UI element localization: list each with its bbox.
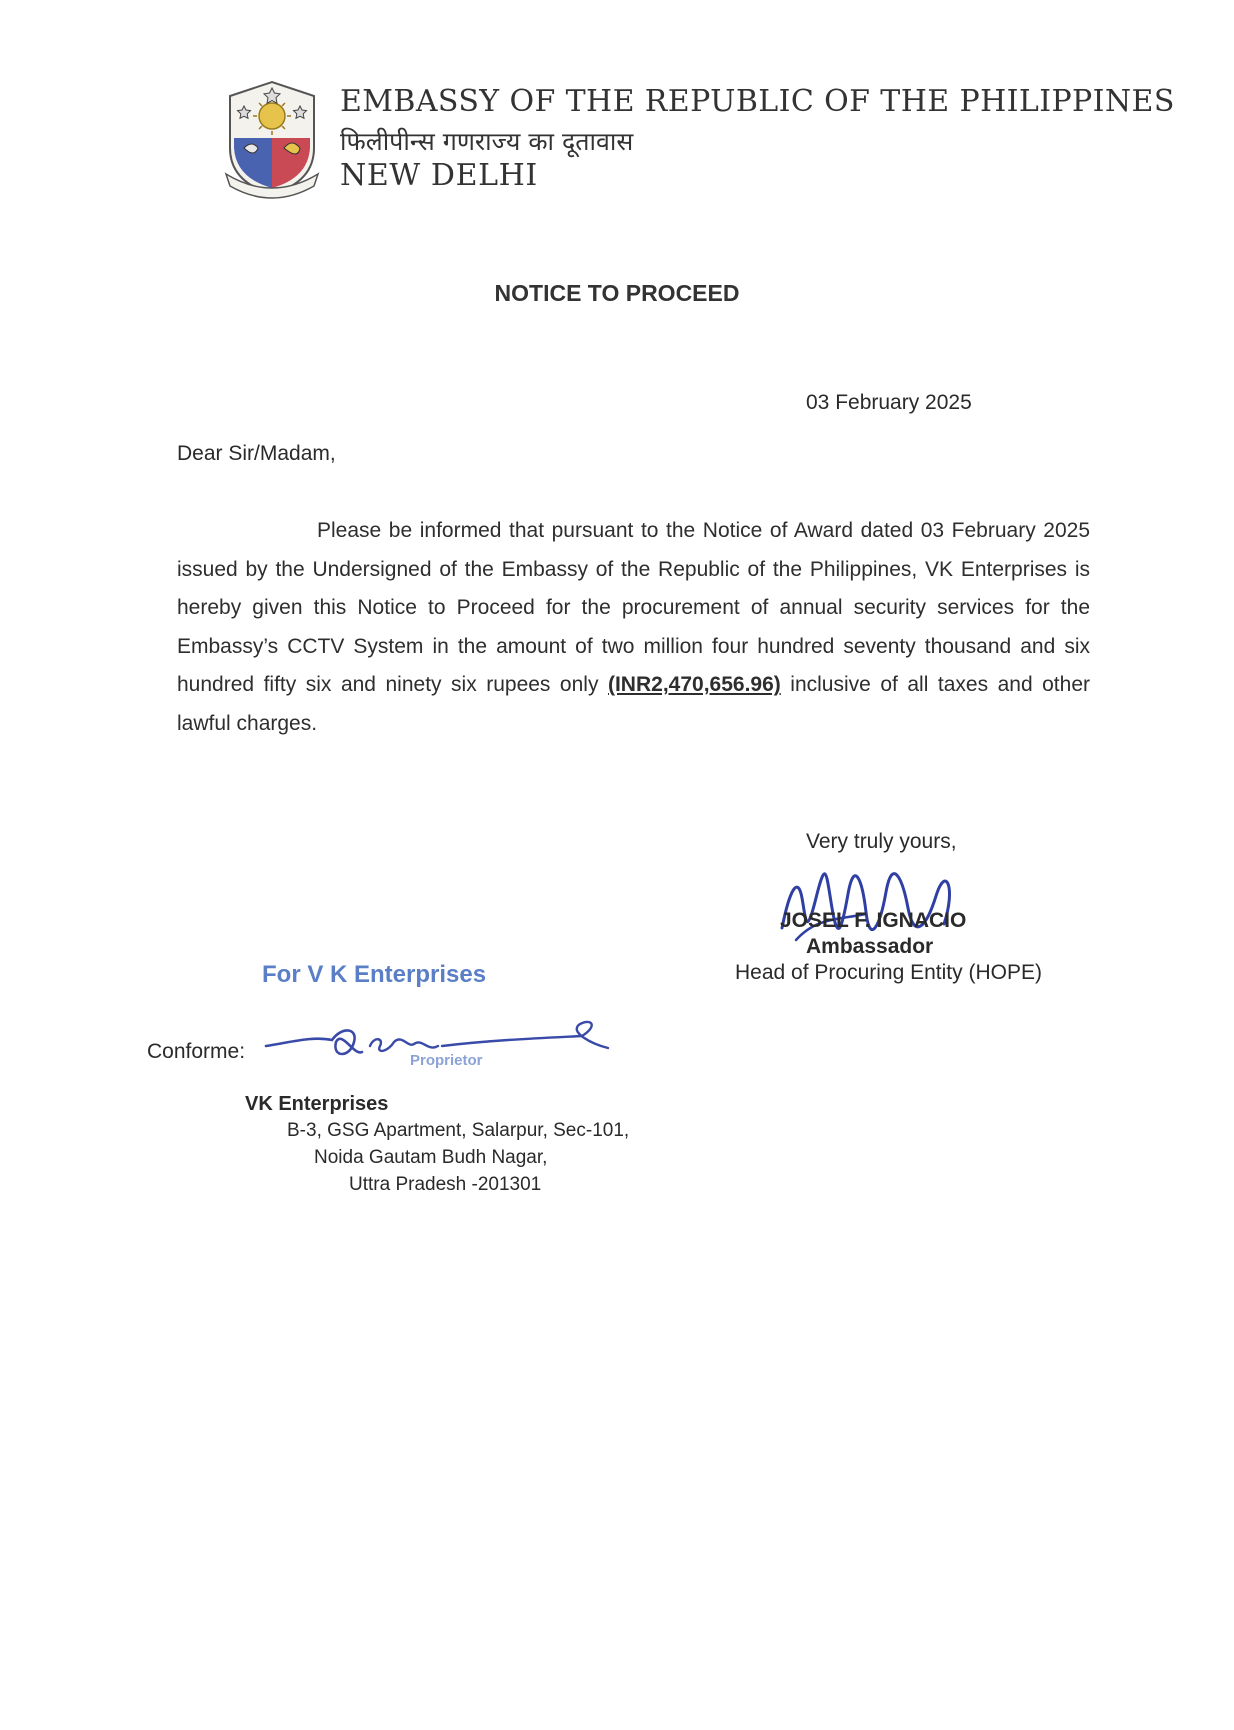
notice-body	[177, 512, 1090, 744]
vendor-address-line: Noida Gautam Budh Nagar,	[314, 1147, 548, 1168]
vendor-address-line: B-3, GSG Apartment, Salarpur, Sec-101,	[287, 1120, 630, 1141]
letter-date: 03 February 2025	[806, 391, 972, 414]
document-title: NOTICE TO PROCEED	[494, 280, 740, 306]
ambassador-role: Head of Procuring Entity (HOPE)	[735, 961, 1042, 984]
vendor-address-line: Uttra Pradesh -201301	[349, 1174, 542, 1195]
embassy-city: NEW DELHI	[340, 158, 538, 193]
salutation: Dear Sir/Madam,	[177, 442, 336, 465]
vendor-stamp: For V K Enterprises	[262, 961, 487, 988]
philippine-seal-icon	[222, 78, 322, 200]
ambassador-title: Ambassador	[806, 935, 934, 958]
body-text-tail: inclusive of all taxes and other lawful charges.	[177, 673, 1090, 735]
vendor-company: VK Enterprises	[245, 1093, 389, 1115]
embassy-name: EMBASSY OF THE REPUBLIC OF THE PHILIPPINES	[340, 84, 1175, 119]
body-text: Please be informed that pursuant to the Notice of Award dated 03 February 2025 issued by the Undersigned of the Embassy of the Republic of the Philippines, VK Enterprises is hereby given this Notice to Proceed for the procurement of annual security services for the Embassy’s CCTV System in the amount of two million four hundred seventy thousand and six hundred fifty six and ninety six rupees only	[177, 519, 1090, 697]
closing-line: Very truly yours,	[806, 830, 957, 853]
embassy-name-hindi: फिलीपीन्स गणराज्य का दूतावास	[340, 127, 634, 156]
ambassador-name: JOSEL F. IGNACIO	[780, 909, 967, 932]
vendor-stamp-proprietor: Proprietor	[410, 1052, 483, 1069]
contract-amount: (INR2,470,656.96)	[607, 673, 781, 697]
conforme-label: Conforme:	[147, 1040, 246, 1063]
